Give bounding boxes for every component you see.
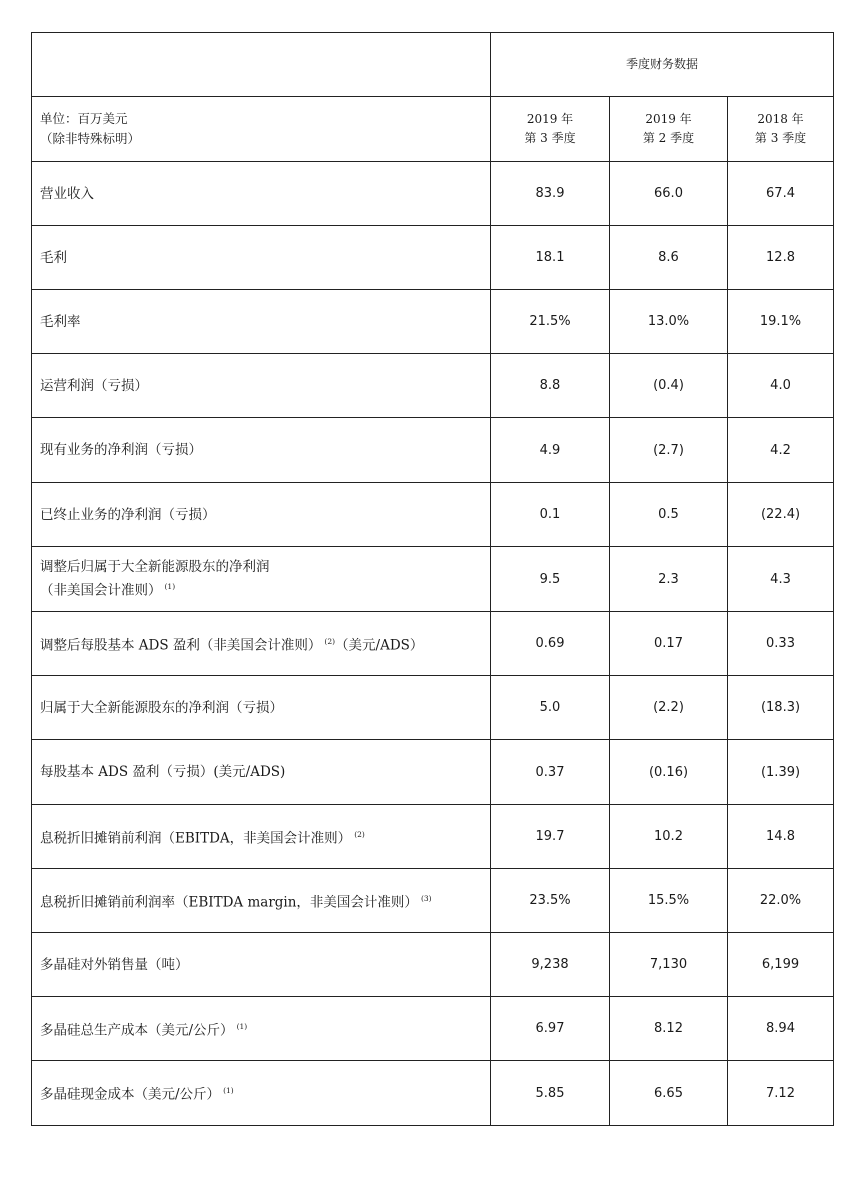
cell-value: 6.97 xyxy=(491,997,610,1061)
cell-value: 7,130 xyxy=(610,933,728,997)
unit-line-2: （除非特殊标明） xyxy=(40,131,141,146)
row-label: 每股基本 ADS 盈利（亏损）(美元/ADS) xyxy=(32,740,491,805)
cell-value: 15.5% xyxy=(610,869,728,933)
cell-value: 8.12 xyxy=(610,997,728,1061)
blank-cell xyxy=(32,33,491,97)
table-row xyxy=(32,162,834,226)
table-row xyxy=(32,290,834,354)
cell-value: 9,238 xyxy=(491,933,610,997)
table-row xyxy=(32,547,834,612)
row-label: 营业收入 xyxy=(32,162,491,226)
row-label: 息税折旧摊销前利润（EBITDA，非美国会计准则） $^{(2)}$ xyxy=(32,805,491,869)
table-row xyxy=(32,676,834,740)
cell-value: 22.0% xyxy=(728,869,834,933)
cell-value: (1.39) xyxy=(728,740,834,805)
cell-value: 21.5% xyxy=(491,290,610,354)
cell-value: 4.0 xyxy=(728,354,834,418)
cell-value: (0.4) xyxy=(610,354,728,418)
cell-value: 4.2 xyxy=(728,418,834,483)
cell-value: 0.69 xyxy=(491,612,610,676)
cell-value: (2.7) xyxy=(610,418,728,483)
table-row xyxy=(32,354,834,418)
cell-value: 0.37 xyxy=(491,740,610,805)
cell-value: 0.33 xyxy=(728,612,834,676)
row-label: 调整后每股基本 ADS 盈利（非美国会计准则） $^{(2)}$（美元/ADS） xyxy=(32,612,491,676)
cell-value: 83.9 xyxy=(491,162,610,226)
cell-value: 6,199 xyxy=(728,933,834,997)
table-row xyxy=(32,805,834,869)
cell-value: 2.3 xyxy=(610,547,728,612)
footnote-marker: (2) xyxy=(324,636,336,646)
footnote-marker: (1) xyxy=(164,582,176,592)
cell-value: 19.7 xyxy=(491,805,610,869)
table-row xyxy=(32,1061,834,1126)
cell-value: 8.6 xyxy=(610,226,728,290)
footnote-marker: (1) xyxy=(223,1086,234,1096)
row-label: 现有业务的净利润（亏损） xyxy=(32,418,491,483)
column-header-1: 2019 年 第 3 季度 xyxy=(491,97,610,162)
table-row xyxy=(32,869,834,933)
table-row xyxy=(32,418,834,483)
cell-value: 18.1 xyxy=(491,226,610,290)
row-label: 归属于大全新能源股东的净利润（亏损） xyxy=(32,676,491,740)
table-row xyxy=(32,226,834,290)
row-label: 息税折旧摊销前利润率（EBITDA margin，非美国会计准则） $^{(3)}$ xyxy=(32,869,491,933)
row-label: 毛利 xyxy=(32,226,491,290)
title-row xyxy=(32,33,834,97)
cell-value: 7.12 xyxy=(728,1061,834,1126)
table-row xyxy=(32,933,834,997)
cell-value: 19.1% xyxy=(728,290,834,354)
cell-value: (22.4) xyxy=(728,483,834,547)
table-row xyxy=(32,483,834,547)
row-label: 已终止业务的净利润（亏损） xyxy=(32,483,491,547)
table-row xyxy=(32,997,834,1061)
column-header-2: 2019 年 第 2 季度 xyxy=(610,97,728,162)
cell-value: 14.8 xyxy=(728,805,834,869)
unit-cell xyxy=(32,97,491,162)
cell-value: (0.16) xyxy=(610,740,728,805)
cell-value: 8.8 xyxy=(491,354,610,418)
unit-line-1: 单位：百万美元 xyxy=(40,111,128,126)
cell-value: 66.0 xyxy=(610,162,728,226)
cell-value: 13.0% xyxy=(610,290,728,354)
cell-value: 67.4 xyxy=(728,162,834,226)
cell-value: 5.0 xyxy=(491,676,610,740)
financial-table xyxy=(31,32,834,1126)
row-label: 多晶硅现金成本（美元/公斤） $^{(1)}$ xyxy=(32,1061,491,1126)
cell-value: 10.2 xyxy=(610,805,728,869)
column-header-row xyxy=(32,97,834,162)
cell-value: 5.85 xyxy=(491,1061,610,1126)
row-label: 毛利率 xyxy=(32,290,491,354)
footnote-marker: (1) xyxy=(236,1021,248,1031)
table-row xyxy=(32,740,834,805)
cell-value: 8.94 xyxy=(728,997,834,1061)
cell-value: 12.8 xyxy=(728,226,834,290)
cell-value: (2.2) xyxy=(610,676,728,740)
cell-value: 0.1 xyxy=(491,483,610,547)
cell-value: 4.9 xyxy=(491,418,610,483)
column-header-3: 2018 年 第 3 季度 xyxy=(728,97,834,162)
cell-value: 23.5% xyxy=(491,869,610,933)
cell-value: 0.5 xyxy=(610,483,728,547)
cell-value: 0.17 xyxy=(610,612,728,676)
cell-value: 4.3 xyxy=(728,547,834,612)
row-label: 多晶硅对外销售量（吨） xyxy=(32,933,491,997)
row-label: 运营利润（亏损） xyxy=(32,354,491,418)
cell-value: 9.5 xyxy=(491,547,610,612)
row-label: 多晶硅总生产成本（美元/公斤） $^{(1)}$ xyxy=(32,997,491,1061)
footnote-marker: (2) xyxy=(354,829,365,839)
cell-value: (18.3) xyxy=(728,676,834,740)
row-label: 调整后归属于大全新能源股东的净利润 （非美国会计准则） $^{(1)}$ xyxy=(32,547,491,612)
footnote-marker: (3) xyxy=(420,893,432,903)
table-row xyxy=(32,612,834,676)
table-title: 季度财务数据 xyxy=(491,33,834,97)
cell-value: 6.65 xyxy=(610,1061,728,1126)
